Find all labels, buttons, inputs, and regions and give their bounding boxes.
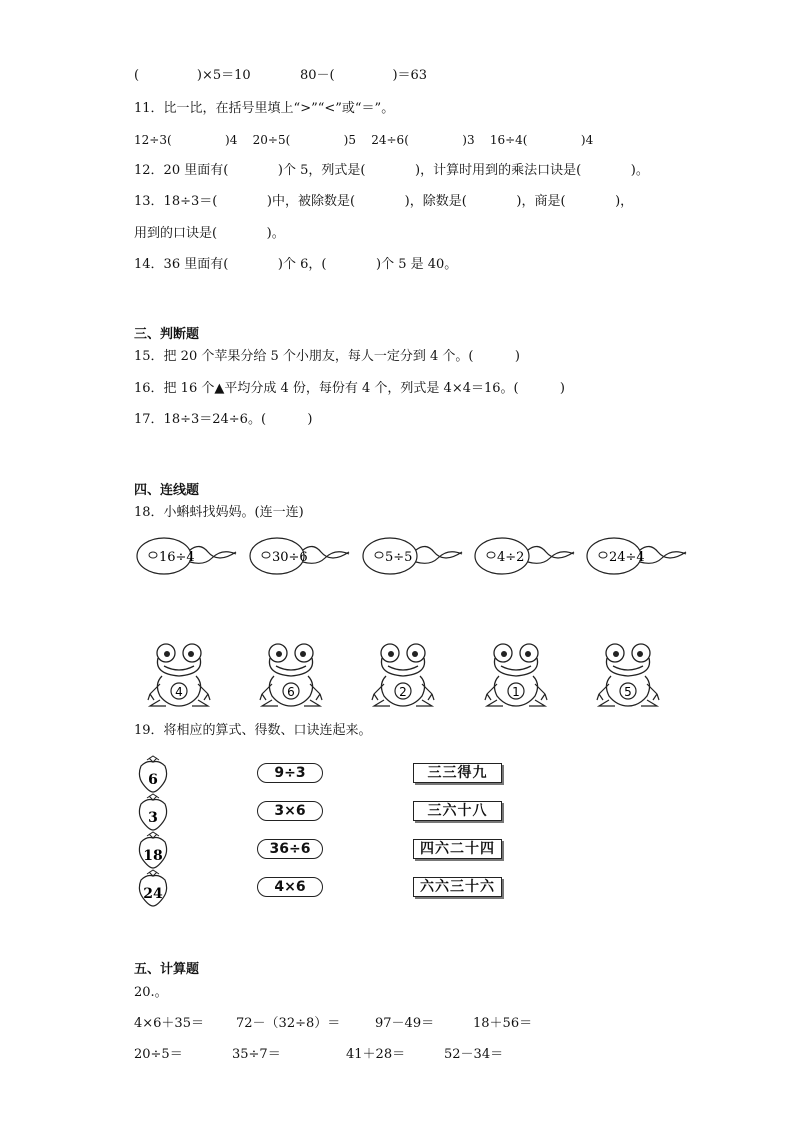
calc-7: 41＋28＝: [346, 1047, 406, 1062]
section-3-title: 三、判断题: [134, 327, 200, 342]
tadpole-5-label: 24÷4: [609, 550, 645, 565]
rhyme-4[interactable]: 六六三十六: [413, 877, 502, 897]
tadpole-5[interactable]: [586, 534, 688, 578]
tadpole-2[interactable]: [249, 534, 351, 578]
tadpole-1[interactable]: [136, 534, 238, 578]
calc-4: 18＋56＝: [473, 1016, 533, 1031]
frog-5[interactable]: [595, 640, 661, 710]
calc-1: 4×6＋35＝: [134, 1016, 204, 1031]
calc-6: 35÷7＝: [232, 1047, 281, 1062]
strawberry-2[interactable]: [135, 792, 171, 832]
rhyme-3[interactable]: 四六二十四: [413, 839, 502, 859]
question-12: 12．20 里面有( )个 5，列式是( )，计算时用到的乘法口诀是( )。: [134, 163, 649, 178]
strawberry-1[interactable]: [135, 754, 171, 794]
question-18: 18．小蝌蚪找妈妈。(连一连): [134, 505, 304, 520]
question-11-items: 12÷3( )4 20÷5( )5 24÷6( )3 16÷4( )4: [134, 133, 594, 147]
strawberry-2-number: 3: [148, 810, 158, 826]
question-15: 15．把 20 个苹果分给 5 个小朋友，每人一定分到 4 个。( ): [134, 349, 520, 364]
question-11: 11．比一比，在括号里填上“>”“<”或“＝”。: [134, 101, 395, 116]
strawberry-4[interactable]: [135, 868, 171, 908]
calc-3: 97－49＝: [375, 1016, 435, 1031]
frog-1-number: 4: [175, 685, 183, 699]
expression-4[interactable]: 4×6: [257, 877, 323, 897]
tadpole-2-label: 30÷6: [272, 550, 308, 565]
strawberry-3[interactable]: [135, 830, 171, 870]
strawberry-3-number: 18: [143, 848, 163, 864]
expression-3[interactable]: 36÷6: [257, 839, 323, 859]
strawberry-1-number: 6: [148, 772, 158, 788]
tadpole-3[interactable]: [362, 534, 464, 578]
rhyme-1[interactable]: 三三得九: [413, 763, 502, 783]
expression-2[interactable]: 3×6: [257, 801, 323, 821]
section-5-title: 五、计算题: [134, 962, 200, 977]
frog-1[interactable]: [146, 640, 212, 710]
frog-4[interactable]: [483, 640, 549, 710]
calc-8: 52－34＝: [444, 1047, 504, 1062]
frog-3-number: 2: [399, 685, 407, 699]
question-13-continued: 用到的口诀是( )。: [134, 226, 285, 241]
question-13: 13．18÷3＝( )中，被除数是( )，除数是( )，商是( )，: [134, 194, 634, 209]
tadpole-1-label: 16÷4: [159, 550, 195, 565]
blank-line-1b: 80－( )＝63: [300, 68, 428, 83]
tadpole-3-label: 5÷5: [385, 550, 413, 565]
blank-line-1a: ( )×5＝10: [134, 68, 251, 83]
question-20: 20.。: [134, 985, 168, 1000]
question-16: 16．把 16 个▲平均分成 4 份，每份有 4 个，列式是 4×4＝16。( ): [134, 381, 565, 396]
frog-2[interactable]: [258, 640, 324, 710]
question-14: 14．36 里面有( )个 6，( )个 5 是 40。: [134, 257, 458, 272]
expression-1[interactable]: 9÷3: [257, 763, 323, 783]
frog-3[interactable]: [370, 640, 436, 710]
tadpole-4-label: 4÷2: [497, 550, 525, 565]
section-4-title: 四、连线题: [134, 483, 200, 498]
question-19: 19．将相应的算式、得数、口诀连起来。: [134, 723, 372, 738]
question-17: 17．18÷3＝24÷6。( ): [134, 412, 313, 427]
rhyme-2[interactable]: 三六十八: [413, 801, 502, 821]
frog-5-number: 5: [624, 685, 632, 699]
frog-4-number: 1: [512, 685, 520, 699]
tadpole-4[interactable]: [474, 534, 576, 578]
frog-2-number: 6: [287, 685, 295, 699]
calc-5: 20÷5＝: [134, 1047, 183, 1062]
strawberry-4-number: 24: [143, 886, 163, 902]
calc-2: 72－（32÷8）＝: [236, 1016, 341, 1031]
